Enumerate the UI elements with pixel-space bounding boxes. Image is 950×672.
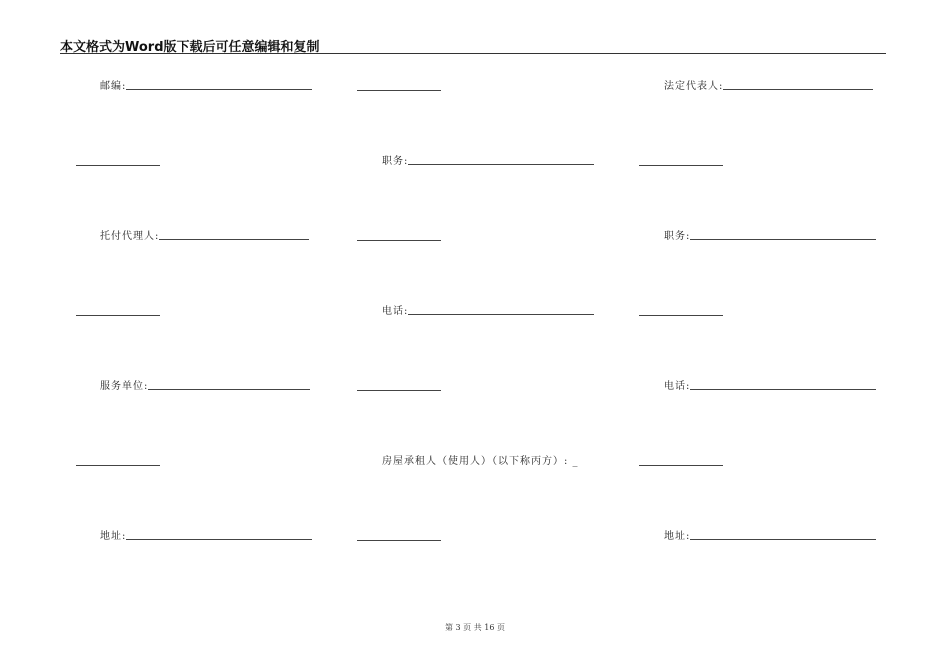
address-blank-1[interactable] — [126, 538, 312, 540]
header-title: 本文格式为Word版下载后可任意编辑和复制 — [60, 40, 320, 55]
agent-label: 托付代理人: — [100, 231, 160, 242]
position-label-2: 职务: — [664, 231, 691, 242]
row5-center-blank[interactable] — [357, 389, 441, 391]
postcode-blank[interactable] — [126, 88, 312, 90]
row6-left-blank[interactable] — [76, 464, 160, 466]
address-field-1 — [100, 527, 312, 543]
service-unit-blank[interactable] — [148, 388, 310, 390]
address-label-2: 地址: — [664, 531, 691, 542]
phone-blank-1[interactable] — [408, 313, 594, 315]
row4-right-blank[interactable] — [639, 314, 723, 316]
service-unit-label: 服务单位: — [100, 381, 149, 392]
legal-representative-field — [664, 77, 873, 93]
legal-representative-blank[interactable] — [723, 88, 873, 90]
service-unit-field — [100, 377, 310, 393]
address-blank-2[interactable] — [690, 538, 876, 540]
page-header — [60, 36, 886, 54]
position-blank-1[interactable] — [408, 163, 594, 165]
position-blank-2[interactable] — [690, 238, 876, 240]
postcode-label: 邮编: — [100, 81, 127, 92]
phone-field-2 — [664, 377, 876, 393]
row2-right-blank[interactable] — [639, 164, 723, 166]
tenant-label: 房屋承租人（使用人）（以下称丙方）: _ — [382, 456, 579, 467]
tenant-field — [382, 452, 579, 468]
agent-field — [100, 227, 309, 243]
postcode-field — [100, 77, 312, 93]
row3-center-blank[interactable] — [357, 239, 441, 241]
phone-label-2: 电话: — [664, 381, 691, 392]
page-footer: 第 3 页 共 16 页 — [445, 623, 505, 632]
row1-center-blank[interactable] — [357, 89, 441, 91]
phone-label-1: 电话: — [382, 306, 409, 317]
position-field-2 — [664, 227, 876, 243]
row2-left-blank[interactable] — [76, 164, 160, 166]
row7-center-blank[interactable] — [357, 539, 441, 541]
phone-blank-2[interactable] — [690, 388, 876, 390]
address-label-1: 地址: — [100, 531, 127, 542]
position-field-1 — [382, 152, 594, 168]
row4-left-blank[interactable] — [76, 314, 160, 316]
row6-right-blank[interactable] — [639, 464, 723, 466]
agent-blank[interactable] — [159, 238, 309, 240]
position-label-1: 职务: — [382, 156, 409, 167]
legal-representative-label: 法定代表人: — [664, 81, 724, 92]
phone-field-1 — [382, 302, 594, 318]
address-field-2 — [664, 527, 876, 543]
